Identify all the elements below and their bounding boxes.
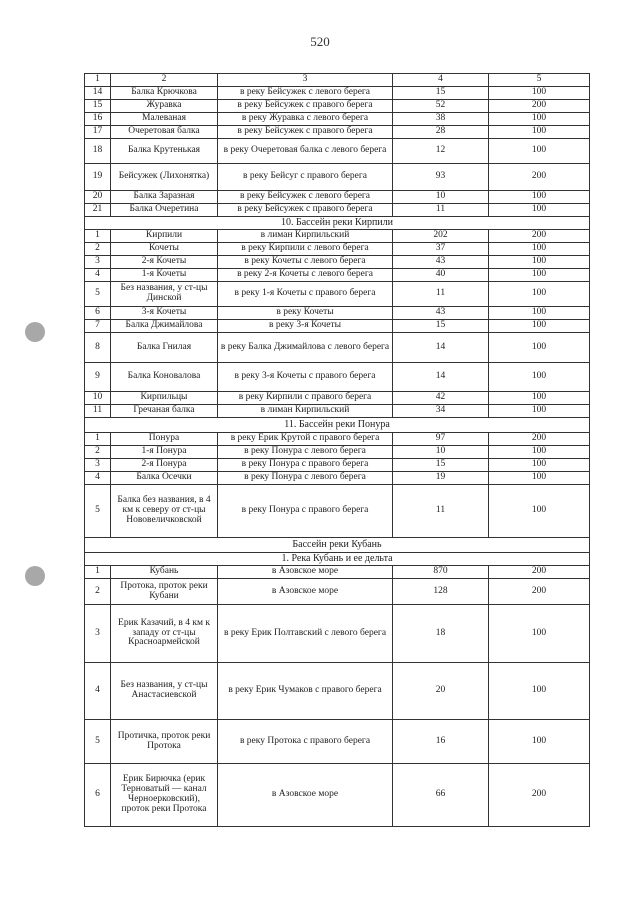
outflow-cell: в реку Бейсужек с левого берега <box>218 87 393 100</box>
zone-width-cell: 200 <box>489 579 590 605</box>
zone-width-cell: 100 <box>489 320 590 333</box>
section-heading-row <box>85 418 590 433</box>
length-cell: 34 <box>393 405 489 418</box>
name-cell: Балка Заразная <box>111 191 218 204</box>
zone-width-cell: 100 <box>489 605 590 663</box>
table-row <box>85 459 590 472</box>
row-number-cell: 8 <box>85 333 111 363</box>
zone-width-cell: 100 <box>489 269 590 282</box>
outflow-cell: в лиман Кирпильский <box>218 230 393 243</box>
length-cell: 15 <box>393 459 489 472</box>
row-number-cell: 4 <box>85 663 111 720</box>
row-number-cell: 1 <box>85 566 111 579</box>
zone-width-cell: 100 <box>489 256 590 269</box>
rivers-table <box>84 73 590 827</box>
name-cell: Протичка, проток реки Протока <box>111 720 218 764</box>
section-heading: 11. Бассейн реки Понура <box>85 418 590 433</box>
table-row <box>85 191 590 204</box>
header-cell: 2 <box>111 74 218 87</box>
section-heading: 1. Река Кубань и ее дельта <box>85 553 590 566</box>
length-cell: 37 <box>393 243 489 256</box>
outflow-cell: в реку Понура с правого берега <box>218 459 393 472</box>
outflow-cell: в реку Кирпили с правого берега <box>218 392 393 405</box>
length-cell: 38 <box>393 113 489 126</box>
table-row <box>85 485 590 538</box>
header-cell: 5 <box>489 74 590 87</box>
name-cell: Без названия, у ст-цы Динской <box>111 282 218 307</box>
outflow-cell: в реку Ерик Крутой с правого берега <box>218 433 393 446</box>
length-cell: 16 <box>393 720 489 764</box>
name-cell: Понура <box>111 433 218 446</box>
outflow-cell: в реку Понура с левого берега <box>218 472 393 485</box>
zone-width-cell: 100 <box>489 282 590 307</box>
outflow-cell: в реку Ерик Чумаков с правого берега <box>218 663 393 720</box>
length-cell: 10 <box>393 191 489 204</box>
outflow-cell: в реку Бейсужек с левого берега <box>218 191 393 204</box>
outflow-cell: в реку Понура с левого берега <box>218 446 393 459</box>
name-cell: Балка Джимайлова <box>111 320 218 333</box>
row-number-cell: 4 <box>85 472 111 485</box>
length-cell: 11 <box>393 204 489 217</box>
table-row <box>85 126 590 139</box>
name-cell: Без названия, у ст-цы Анастасиевской <box>111 663 218 720</box>
length-cell: 11 <box>393 485 489 538</box>
outflow-cell: в реку Протока с правого берега <box>218 720 393 764</box>
name-cell: Ерик Казачий, в 4 км к западу от ст-цы Красноармейской <box>111 605 218 663</box>
table-row <box>85 764 590 827</box>
table-row <box>85 605 590 663</box>
table-row <box>85 204 590 217</box>
table-row <box>85 363 590 392</box>
zone-width-cell: 200 <box>489 164 590 191</box>
outflow-cell: в реку 2-я Кочеты с левого берега <box>218 269 393 282</box>
name-cell: 1-я Понура <box>111 446 218 459</box>
row-number-cell: 11 <box>85 405 111 418</box>
table-row <box>85 579 590 605</box>
zone-width-cell: 100 <box>489 363 590 392</box>
outflow-cell: в Азовское море <box>218 566 393 579</box>
length-cell: 15 <box>393 320 489 333</box>
zone-width-cell: 100 <box>489 459 590 472</box>
outflow-cell: в Азовское море <box>218 764 393 827</box>
outflow-cell: в Азовское море <box>218 579 393 605</box>
zone-width-cell: 100 <box>489 446 590 459</box>
length-cell: 128 <box>393 579 489 605</box>
row-number-cell: 16 <box>85 113 111 126</box>
outflow-cell: в реку 3-я Кочеты <box>218 320 393 333</box>
zone-width-cell: 100 <box>489 139 590 164</box>
length-cell: 42 <box>393 392 489 405</box>
name-cell: Балка Крутенькая <box>111 139 218 164</box>
zone-width-cell: 200 <box>489 433 590 446</box>
row-number-cell: 3 <box>85 256 111 269</box>
row-number-cell: 3 <box>85 605 111 663</box>
table-header-row <box>85 74 590 87</box>
header-cell: 3 <box>218 74 393 87</box>
length-cell: 15 <box>393 87 489 100</box>
row-number-cell: 6 <box>85 764 111 827</box>
length-cell: 11 <box>393 282 489 307</box>
table-row <box>85 320 590 333</box>
zone-width-cell: 200 <box>489 566 590 579</box>
zone-width-cell: 100 <box>489 243 590 256</box>
table-row <box>85 307 590 320</box>
section-heading-row <box>85 217 590 230</box>
table-row <box>85 87 590 100</box>
outflow-cell: в реку Бейсуг с правого берега <box>218 164 393 191</box>
length-cell: 870 <box>393 566 489 579</box>
row-number-cell: 1 <box>85 230 111 243</box>
row-number-cell: 15 <box>85 100 111 113</box>
row-number-cell: 1 <box>85 433 111 446</box>
zone-width-cell: 200 <box>489 764 590 827</box>
zone-width-cell: 100 <box>489 333 590 363</box>
outflow-cell: в реку Журавка с левого берега <box>218 113 393 126</box>
length-cell: 28 <box>393 126 489 139</box>
section-heading-row <box>85 538 590 553</box>
outflow-cell: в реку 3-я Кочеты с правого берега <box>218 363 393 392</box>
table-row <box>85 256 590 269</box>
section-heading: Бассейн реки Кубань <box>85 538 590 553</box>
zone-width-cell: 100 <box>489 191 590 204</box>
length-cell: 202 <box>393 230 489 243</box>
table-row <box>85 113 590 126</box>
name-cell: Очеретовая балка <box>111 126 218 139</box>
zone-width-cell: 100 <box>489 392 590 405</box>
name-cell: Балка Осечки <box>111 472 218 485</box>
length-cell: 66 <box>393 764 489 827</box>
name-cell: Гречаная балка <box>111 405 218 418</box>
table-row <box>85 243 590 256</box>
row-number-cell: 2 <box>85 579 111 605</box>
row-number-cell: 5 <box>85 282 111 307</box>
table-row <box>85 566 590 579</box>
outflow-cell: в реку Бейсужек с правого берега <box>218 100 393 113</box>
zone-width-cell: 100 <box>489 204 590 217</box>
length-cell: 93 <box>393 164 489 191</box>
table-row <box>85 282 590 307</box>
zone-width-cell: 100 <box>489 405 590 418</box>
table-row <box>85 720 590 764</box>
length-cell: 18 <box>393 605 489 663</box>
outflow-cell: в реку Очеретовая балка с левого берега <box>218 139 393 164</box>
name-cell: Бейсужек (Лихонятка) <box>111 164 218 191</box>
length-cell: 97 <box>393 433 489 446</box>
row-number-cell: 5 <box>85 485 111 538</box>
zone-width-cell: 100 <box>489 126 590 139</box>
outflow-cell: в реку 1-я Кочеты с правого берега <box>218 282 393 307</box>
row-number-cell: 3 <box>85 459 111 472</box>
row-number-cell: 19 <box>85 164 111 191</box>
punch-hole-bottom <box>25 566 45 586</box>
name-cell: Балка без названия, в 4 км к северу от ст-цы Нововеличковской <box>111 485 218 538</box>
row-number-cell: 14 <box>85 87 111 100</box>
length-cell: 43 <box>393 256 489 269</box>
zone-width-cell: 100 <box>489 663 590 720</box>
length-cell: 43 <box>393 307 489 320</box>
table-row <box>85 392 590 405</box>
outflow-cell: в реку Балка Джимайлова с левого берега <box>218 333 393 363</box>
table-row <box>85 405 590 418</box>
row-number-cell: 17 <box>85 126 111 139</box>
outflow-cell: в реку Понура с правого берега <box>218 485 393 538</box>
table-row <box>85 164 590 191</box>
table-body <box>85 74 590 827</box>
zone-width-cell: 100 <box>489 472 590 485</box>
length-cell: 10 <box>393 446 489 459</box>
name-cell: Журавка <box>111 100 218 113</box>
name-cell: Малеваная <box>111 113 218 126</box>
zone-width-cell: 100 <box>489 113 590 126</box>
table-row <box>85 333 590 363</box>
outflow-cell: в реку Кирпили с левого берега <box>218 243 393 256</box>
outflow-cell: в реку Кочеты <box>218 307 393 320</box>
header-cell: 4 <box>393 74 489 87</box>
row-number-cell: 2 <box>85 446 111 459</box>
row-number-cell: 10 <box>85 392 111 405</box>
zone-width-cell: 100 <box>489 485 590 538</box>
name-cell: Протока, проток реки Кубани <box>111 579 218 605</box>
outflow-cell: в лиман Кирпильский <box>218 405 393 418</box>
table-row <box>85 433 590 446</box>
table-row <box>85 139 590 164</box>
table-row <box>85 446 590 459</box>
outflow-cell: в реку Бейсужек с правого берега <box>218 126 393 139</box>
section-heading: 10. Бассейн реки Кирпили <box>85 217 590 230</box>
zone-width-cell: 200 <box>489 230 590 243</box>
punch-hole-top <box>25 322 45 342</box>
outflow-cell: в реку Ерик Полтавский с левого берега <box>218 605 393 663</box>
name-cell: Кирпили <box>111 230 218 243</box>
table-row <box>85 663 590 720</box>
name-cell: Балка Очеретина <box>111 204 218 217</box>
name-cell: 1-я Кочеты <box>111 269 218 282</box>
header-cell: 1 <box>85 74 111 87</box>
length-cell: 12 <box>393 139 489 164</box>
length-cell: 52 <box>393 100 489 113</box>
zone-width-cell: 200 <box>489 100 590 113</box>
name-cell: Балка Гнилая <box>111 333 218 363</box>
table-row <box>85 230 590 243</box>
page-number: 520 <box>310 34 330 49</box>
row-number-cell: 9 <box>85 363 111 392</box>
name-cell: Кочеты <box>111 243 218 256</box>
name-cell: Балка Коновалова <box>111 363 218 392</box>
row-number-cell: 18 <box>85 139 111 164</box>
name-cell: 2-я Кочеты <box>111 256 218 269</box>
zone-width-cell: 100 <box>489 307 590 320</box>
length-cell: 14 <box>393 363 489 392</box>
row-number-cell: 20 <box>85 191 111 204</box>
table-row <box>85 269 590 282</box>
name-cell: Балка Крючкова <box>111 87 218 100</box>
name-cell: 3-я Кочеты <box>111 307 218 320</box>
zone-width-cell: 100 <box>489 87 590 100</box>
section-heading-row <box>85 553 590 566</box>
length-cell: 19 <box>393 472 489 485</box>
row-number-cell: 6 <box>85 307 111 320</box>
outflow-cell: в реку Бейсужек с правого берега <box>218 204 393 217</box>
row-number-cell: 4 <box>85 269 111 282</box>
table-row <box>85 100 590 113</box>
name-cell: Кубань <box>111 566 218 579</box>
length-cell: 14 <box>393 333 489 363</box>
row-number-cell: 21 <box>85 204 111 217</box>
row-number-cell: 7 <box>85 320 111 333</box>
row-number-cell: 2 <box>85 243 111 256</box>
name-cell: Ерик Бирючка (ерик Терноватый — канал Черноерковский), проток реки Протока <box>111 764 218 827</box>
zone-width-cell: 100 <box>489 720 590 764</box>
table-row <box>85 472 590 485</box>
outflow-cell: в реку Кочеты с левого берега <box>218 256 393 269</box>
length-cell: 40 <box>393 269 489 282</box>
length-cell: 20 <box>393 663 489 720</box>
name-cell: Кирпильцы <box>111 392 218 405</box>
name-cell: 2-я Понура <box>111 459 218 472</box>
row-number-cell: 5 <box>85 720 111 764</box>
